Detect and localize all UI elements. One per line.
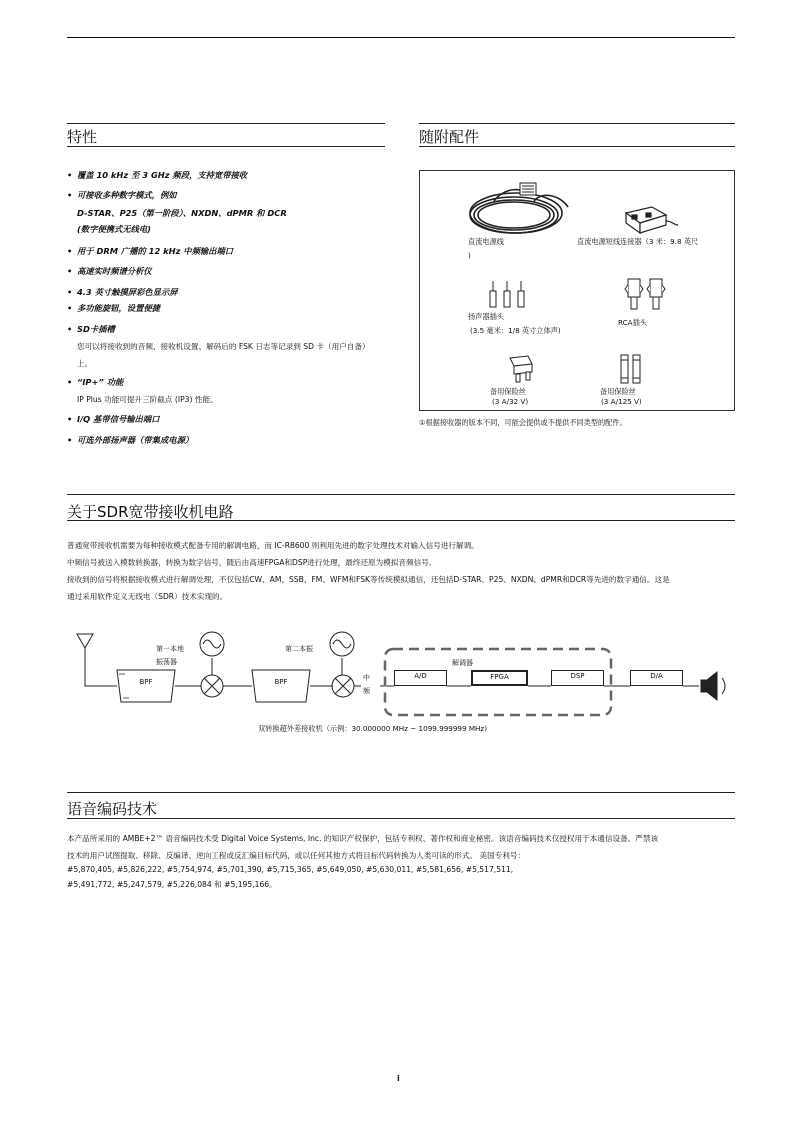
first-lo-label: 第一本地 bbox=[156, 645, 184, 653]
fuse-125v-image bbox=[618, 353, 644, 385]
dc-connector-image bbox=[620, 205, 680, 235]
speaker-plug-spec: (3.5 毫米：1/8 英寸立体声) bbox=[470, 326, 561, 335]
diagram-caption: 双转换超外差接收机（示例：30.000000 MHz ~ 1099.999999 MHz) bbox=[258, 724, 488, 733]
first-lo-label-2: 振荡器 bbox=[156, 658, 177, 666]
if-label: 中 bbox=[363, 674, 370, 682]
sdr-bottom-rule bbox=[67, 520, 735, 521]
features-heading: 特性 bbox=[67, 128, 98, 146]
if-label-2: 频 bbox=[363, 687, 370, 695]
features-bottom-rule bbox=[67, 146, 385, 147]
fuse-32v-image bbox=[508, 354, 534, 384]
sdr-top-rule bbox=[67, 494, 735, 495]
second-lo-label: 第二本振 bbox=[285, 645, 313, 653]
accessories-bottom-rule bbox=[419, 146, 735, 147]
accessories-note: ①根据接收器的版本不同，可能会提供或不提供不同类型的配件。 bbox=[419, 418, 627, 427]
voice-heading: 语音编码技术 bbox=[67, 800, 158, 818]
page-number: i bbox=[397, 1074, 400, 1083]
fuse-125v-spec: (3 A/125 V) bbox=[601, 397, 642, 406]
voice-patents: #5,870,405, #5,826,222, #5,754,974, #5,701,390, #5,715,365, #5,649,050, #5,630,011, #5,581,656, #5,517,511, bbox=[67, 865, 514, 874]
rca-plug-label: RCA插头 bbox=[618, 318, 647, 327]
accessories-heading: 随附配件 bbox=[419, 128, 480, 146]
dc-cable-label: 直流电源线 bbox=[468, 237, 504, 246]
feature-sub-text: 上。 bbox=[77, 359, 93, 368]
speaker-plug-image bbox=[486, 279, 530, 309]
fuse-32v-spec: (3 A/32 V) bbox=[492, 397, 529, 406]
features-top-rule bbox=[67, 123, 385, 124]
top-rule bbox=[67, 37, 735, 38]
accessories-box bbox=[419, 170, 735, 411]
dc-connector-label: 直流电源短线连接器（3 米：9.8 英尺 bbox=[577, 237, 699, 246]
voice-paragraph: 本产品所采用的 AMBE+2™ 语音编码技术受 Digital Voice Systems, Inc. 的知识产权保护，包括专利权、著作权和商业秘密。该语音编码技术仅授权用于本通信设备。严禁该 bbox=[67, 834, 659, 843]
speaker-plug-label: 扬声器插头 bbox=[468, 312, 504, 321]
demodulator-label: 解调器 bbox=[452, 659, 473, 667]
sdr-paragraph: 中频信号被送入模数转换器，转换为数字信号，随后由高速FPGA和DSP进行处理，最终还原为模拟音频信号。 bbox=[67, 558, 437, 567]
antenna-icon bbox=[77, 634, 117, 686]
fuse-32v-label: 备用保险丝 bbox=[490, 387, 526, 396]
voice-patents: #5,491,772, #5,247,579, #5,226,084 和 #5,195,166。 bbox=[67, 880, 277, 889]
bpf-block-1: BPF bbox=[139, 678, 153, 686]
sdr-heading: 关于SDR宽带接收机电路 bbox=[67, 503, 234, 521]
sdr-block-diagram bbox=[67, 628, 735, 728]
feature-sub-text: IP Plus 功能可提升三阶截点 (IP3) 性能。 bbox=[77, 395, 218, 404]
fuse-125v-label: 备用保险丝 bbox=[600, 387, 636, 396]
sdr-paragraph: 接收到的信号将根据接收模式进行解调处理，不仅包括CW、AM、SSB、FM、WFM和FSK等传统模拟通信，还包括D-STAR、P25、NXDN、dPMR和DCR等先进的数字通信。这是 bbox=[67, 575, 670, 584]
rca-plug-image bbox=[624, 275, 668, 315]
sdr-paragraph: 普通宽带接收机需要为每种接收模式配备专用的解调电路，而 IC-R8600 则利用先进的数字处理技术对输入信号进行解调。 bbox=[67, 541, 479, 550]
voice-top-rule bbox=[67, 792, 735, 793]
sdr-paragraph: 通过采用软件定义无线电（SDR）技术实现的。 bbox=[67, 592, 228, 601]
dc-cable-image bbox=[464, 177, 574, 239]
ad-block: A/D bbox=[394, 670, 447, 686]
voice-paragraph: 技术的用户试图提取、移除、反编译、逆向工程或反汇编目标代码，或以任何其他方式将目标代码转换为人类可读的形式。 美国专利号： bbox=[67, 851, 526, 860]
dc-cable-label-cont: ) bbox=[468, 251, 471, 260]
accessories-top-rule bbox=[419, 123, 735, 124]
speaker-icon bbox=[701, 672, 717, 700]
fpga-block: FPGA bbox=[471, 670, 528, 686]
dsp-block: DSP bbox=[551, 670, 604, 686]
da-block: D/A bbox=[630, 670, 683, 686]
bpf-block-2: BPF bbox=[274, 678, 288, 686]
voice-bottom-rule bbox=[67, 818, 735, 819]
feature-sub-text: 您可以将接收到的音频、接收机设置、解码后的 FSK 日志等记录到 SD 卡（用户自备） bbox=[77, 342, 370, 351]
